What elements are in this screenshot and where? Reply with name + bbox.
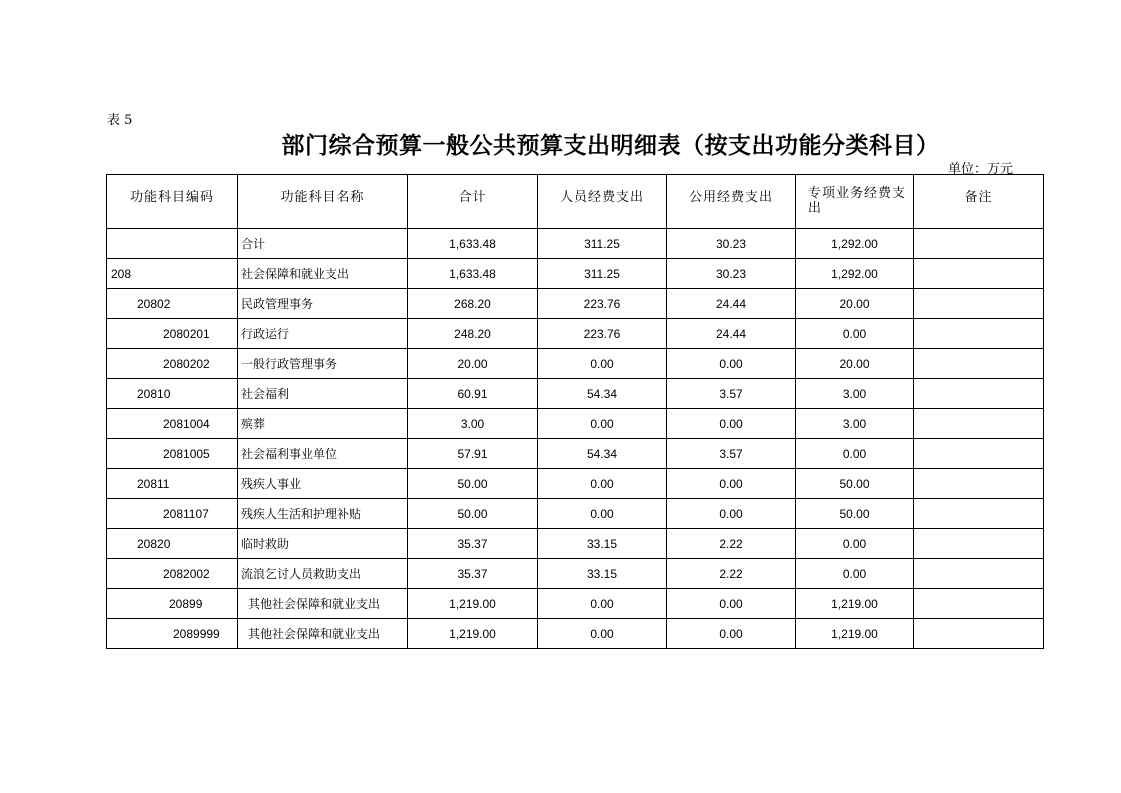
cell-special: 50.00 <box>796 499 914 529</box>
cell-code: 2082002 <box>107 559 238 589</box>
cell-remark <box>914 229 1044 259</box>
cell-personnel: 223.76 <box>538 289 667 319</box>
header-personnel: 人员经费支出 <box>538 175 667 229</box>
cell-remark <box>914 439 1044 469</box>
cell-code: 2081004 <box>107 409 238 439</box>
unit-label: 单位：万元 <box>948 162 1014 177</box>
cell-special: 0.00 <box>796 439 914 469</box>
cell-total: 268.20 <box>408 289 538 319</box>
cell-code: 20811 <box>107 469 238 499</box>
cell-public: 0.00 <box>667 589 796 619</box>
cell-name: 合计 <box>238 229 408 259</box>
cell-code: 2081107 <box>107 499 238 529</box>
cell-total: 20.00 <box>408 349 538 379</box>
cell-name: 流浪乞讨人员救助支出 <box>238 559 408 589</box>
cell-public: 2.22 <box>667 559 796 589</box>
cell-remark <box>914 529 1044 559</box>
cell-total: 1,219.00 <box>408 619 538 649</box>
cell-total: 50.00 <box>408 469 538 499</box>
header-total: 合计 <box>408 175 538 229</box>
cell-remark <box>914 469 1044 499</box>
header-code: 功能科目编码 <box>107 175 238 229</box>
page-title-text: 部门综合预算一般公共预算支出明细表（按支出功能分类科目） <box>281 133 940 159</box>
cell-public: 30.23 <box>667 259 796 289</box>
cell-personnel: 0.00 <box>538 469 667 499</box>
cell-remark <box>914 289 1044 319</box>
cell-special: 0.00 <box>796 529 914 559</box>
table-row <box>107 349 1044 379</box>
cell-remark <box>914 349 1044 379</box>
cell-remark <box>914 559 1044 589</box>
table-row <box>107 589 1044 619</box>
cell-name: 社会保障和就业支出 <box>238 259 408 289</box>
cell-remark <box>914 319 1044 349</box>
cell-name: 社会福利事业单位 <box>238 439 408 469</box>
table-row <box>107 529 1044 559</box>
cell-public: 24.44 <box>667 319 796 349</box>
cell-code: 208 <box>107 259 238 289</box>
header-special: 专项业务经费支出 <box>796 175 914 229</box>
cell-code: 2080202 <box>107 349 238 379</box>
cell-public: 30.23 <box>667 229 796 259</box>
cell-name: 殡葬 <box>238 409 408 439</box>
cell-special: 3.00 <box>796 379 914 409</box>
cell-code: 20802 <box>107 289 238 319</box>
cell-personnel: 33.15 <box>538 529 667 559</box>
cell-total: 57.91 <box>408 439 538 469</box>
cell-special: 3.00 <box>796 409 914 439</box>
table-row <box>107 409 1044 439</box>
cell-total: 1,219.00 <box>408 589 538 619</box>
cell-total: 1,633.48 <box>408 259 538 289</box>
cell-special: 1,219.00 <box>796 619 914 649</box>
cell-code: 2081005 <box>107 439 238 469</box>
cell-personnel: 54.34 <box>538 379 667 409</box>
cell-special: 20.00 <box>796 289 914 319</box>
table-row <box>107 469 1044 499</box>
cell-total: 1,633.48 <box>408 229 538 259</box>
table-row <box>107 319 1044 349</box>
cell-total: 60.91 <box>408 379 538 409</box>
cell-code: 2089999 <box>107 619 238 649</box>
table-row <box>107 439 1044 469</box>
cell-name: 其他社会保障和就业支出 <box>238 619 408 649</box>
cell-remark <box>914 499 1044 529</box>
cell-total: 50.00 <box>408 499 538 529</box>
cell-public: 3.57 <box>667 379 796 409</box>
cell-personnel: 0.00 <box>538 499 667 529</box>
cell-personnel: 0.00 <box>538 409 667 439</box>
cell-special: 1,219.00 <box>796 589 914 619</box>
cell-name: 残疾人生活和护理补贴 <box>238 499 408 529</box>
cell-public: 3.57 <box>667 439 796 469</box>
cell-public: 2.22 <box>667 529 796 559</box>
cell-name: 民政管理事务 <box>238 289 408 319</box>
cell-code: 20820 <box>107 529 238 559</box>
header-public: 公用经费支出 <box>667 175 796 229</box>
cell-name: 临时救助 <box>238 529 408 559</box>
table-row <box>107 379 1044 409</box>
cell-special: 20.00 <box>796 349 914 379</box>
cell-personnel: 33.15 <box>538 559 667 589</box>
cell-personnel: 0.00 <box>538 589 667 619</box>
cell-name: 一般行政管理事务 <box>238 349 408 379</box>
cell-personnel: 54.34 <box>538 439 667 469</box>
cell-code: 20810 <box>107 379 238 409</box>
cell-personnel: 0.00 <box>538 619 667 649</box>
table-number: 表 5 <box>107 113 133 128</box>
table-row <box>107 559 1044 589</box>
cell-total: 248.20 <box>408 319 538 349</box>
cell-personnel: 311.25 <box>538 229 667 259</box>
cell-total: 35.37 <box>408 559 538 589</box>
cell-remark <box>914 259 1044 289</box>
header-remark: 备注 <box>914 175 1044 229</box>
cell-special: 50.00 <box>796 469 914 499</box>
cell-remark <box>914 409 1044 439</box>
cell-public: 0.00 <box>667 619 796 649</box>
cell-remark <box>914 379 1044 409</box>
cell-public: 0.00 <box>667 469 796 499</box>
cell-code: 20899 <box>107 589 238 619</box>
cell-personnel: 311.25 <box>538 259 667 289</box>
cell-special: 1,292.00 <box>796 229 914 259</box>
cell-code <box>107 229 238 259</box>
cell-public: 0.00 <box>667 409 796 439</box>
cell-code: 2080201 <box>107 319 238 349</box>
budget-table <box>106 174 1044 649</box>
cell-personnel: 0.00 <box>538 349 667 379</box>
cell-public: 0.00 <box>667 499 796 529</box>
cell-public: 24.44 <box>667 289 796 319</box>
cell-public: 0.00 <box>667 349 796 379</box>
table-row <box>107 259 1044 289</box>
cell-personnel: 223.76 <box>538 319 667 349</box>
cell-name: 其他社会保障和就业支出 <box>238 589 408 619</box>
header-name: 功能科目名称 <box>238 175 408 229</box>
cell-name: 残疾人事业 <box>238 469 408 499</box>
cell-remark <box>914 589 1044 619</box>
table-row <box>107 499 1044 529</box>
cell-total: 35.37 <box>408 529 538 559</box>
cell-total: 3.00 <box>408 409 538 439</box>
table-row <box>107 619 1044 649</box>
table-row <box>107 229 1044 259</box>
table-header-row <box>107 175 1044 229</box>
cell-name: 行政运行 <box>238 319 408 349</box>
cell-remark <box>914 619 1044 649</box>
cell-special: 0.00 <box>796 319 914 349</box>
cell-name: 社会福利 <box>238 379 408 409</box>
cell-special: 1,292.00 <box>796 259 914 289</box>
cell-special: 0.00 <box>796 559 914 589</box>
page-title <box>0 127 1121 160</box>
table-row <box>107 289 1044 319</box>
